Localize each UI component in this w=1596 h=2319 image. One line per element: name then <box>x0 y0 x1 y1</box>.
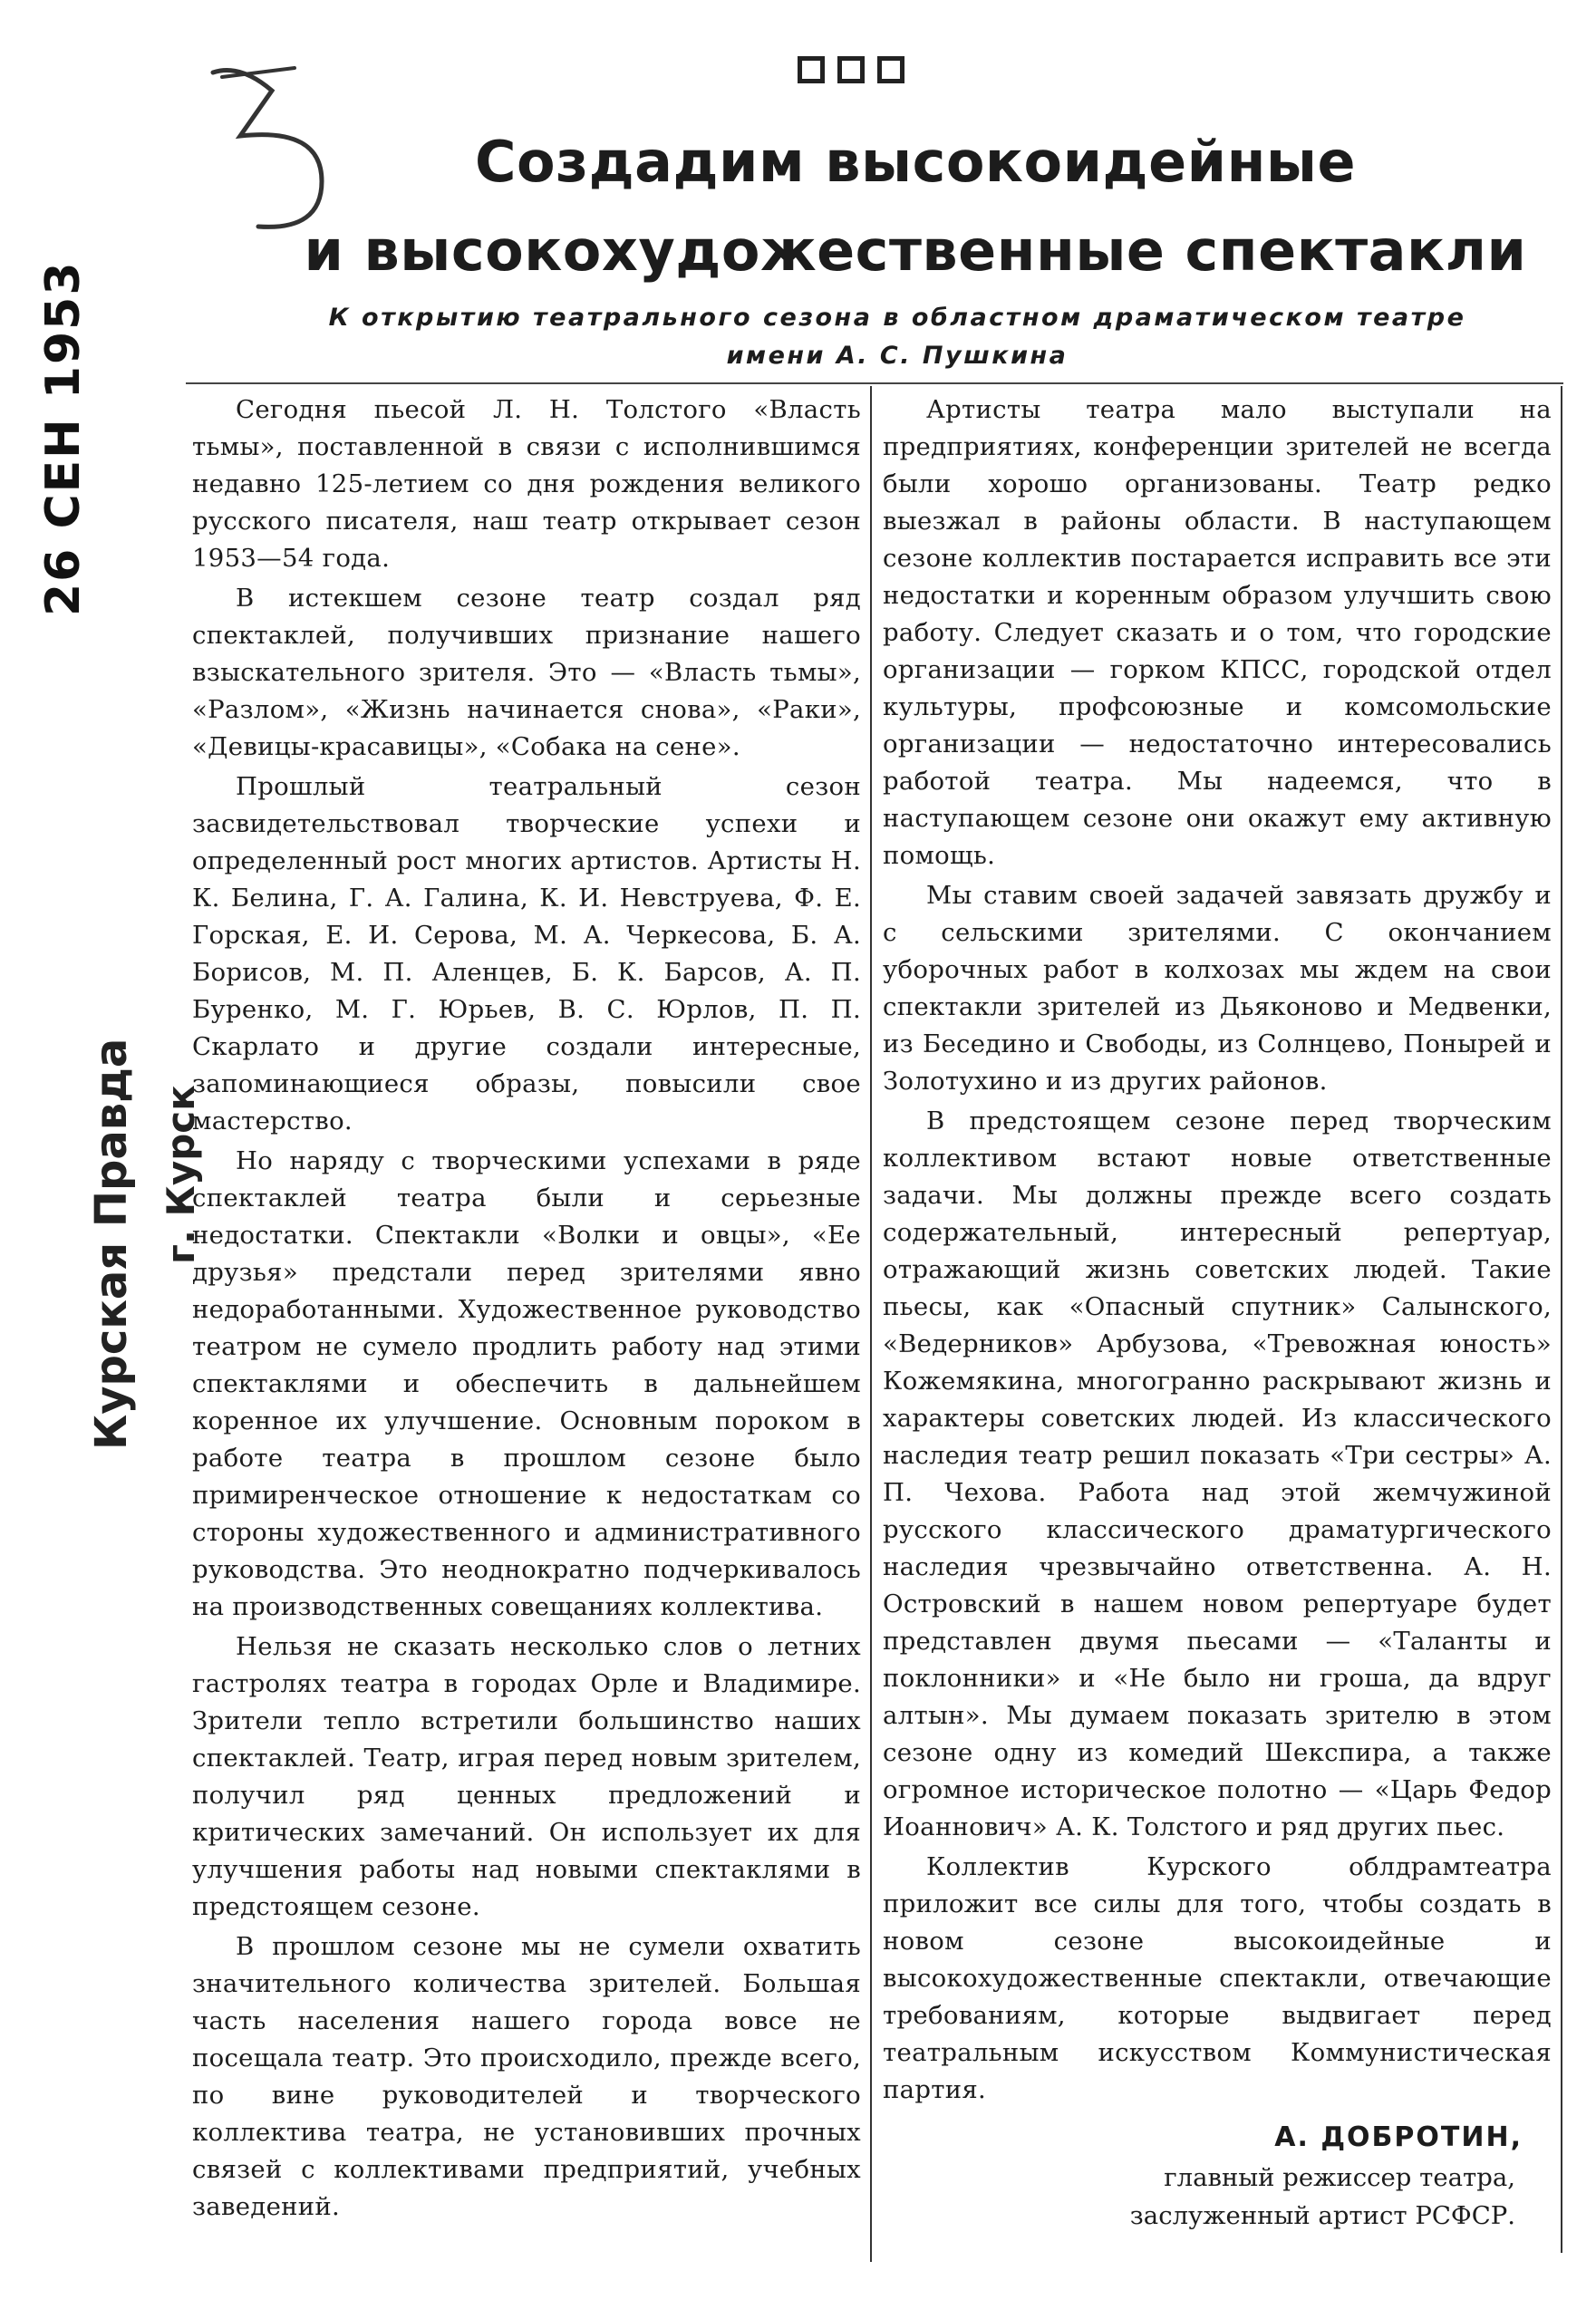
paragraph: Коллектив Курского облдрамтеатра приложит все силы для того, чтобы создать в новом сезоне высокоидейные и высокохудожественные спектакли, отвечающие требованиям, которые выдвигает перед театральным искусством Коммунистическая партия. <box>883 1852 1552 2104</box>
column-divider <box>870 386 872 2262</box>
author-title-line-2: заслуженный артист РСФСР. <box>1129 2201 1515 2230</box>
headline <box>272 118 1559 295</box>
paragraph: В прошлом сезоне мы не сумели охватить значительного количества зрителей. Большая часть населения нашего города вовсе не посещала театр. Это происходило, прежде всего, по вине руководителей и творческого коллектива театра, не установивших прочных связей с коллективами предприятий, учебных заведений. <box>192 1932 861 2221</box>
ornament-square <box>877 56 904 83</box>
date-stamp: 26 СЕН 1953 <box>36 260 91 616</box>
author-title-line-1: главный режиссер театра, <box>1164 2163 1515 2192</box>
subheadline-line-2: имени А. С. Пушкина <box>726 342 1069 370</box>
left-column <box>192 391 861 2228</box>
paragraph: Мы ставим своей задачей завязать дружбу и с сельскими зрителями. С окончанием уборочных работ в колхозах мы ждем на свои спектакли зрителей из Дьяконово и Медвенки, из Беседино и Свободы, из Солнцево, Поныpей и Золотухино и из других районов. <box>883 881 1552 1096</box>
paragraph: В истекшем сезоне театр создал ряд спектаклей, получивших признание нашего взыскательного зрителя. Это — «Власть тьмы», «Разлом», «Жизнь начинается снова», «Раки», «Девицы-красавицы», «Собака на сене». <box>192 584 861 761</box>
ornament-square <box>798 56 825 83</box>
city-stamp: г. Курск <box>159 1085 203 1264</box>
ornament-square <box>837 56 865 83</box>
author-name: А. ДОБРОТИН, <box>1274 2121 1523 2153</box>
right-column <box>883 391 1552 2111</box>
paragraph: В предстоящем сезоне перед творческим коллективом встают новые ответственные задачи. Мы должны прежде всего создать содержательный, интересный репертуар, отражающий жизнь советских людей. Такие пьесы, как «Опасный спутник» Салынского, «Ведерников» Арбузова, «Тревожная юность» Кожемякина, многогранно раскрывают жизнь и характеры советских людей. Из классического наследия театр решил показать «Три сестры» А. П. Чехова. Работа над этой жемчужиной русского классического драматургического наследия чрезвычайно ответственна. А. Н. Островский в нашем новом репертуаре будет представлен двумя пьесами — «Таланты и поклонники» и «Не было ни гроша, да вдруг алтын». Мы думаем показать зрителю в этом сезоне одну из комедий Шекспира, а также огромное историческое полотно — «Царь Федор Иоаннович» А. К. Толстого и ряд других пьес. <box>883 1106 1552 1841</box>
paragraph: Нельзя не сказать несколько слов о летних гастролях театра в городах Орле и Владимире. Зрители тепло встретили большинство наших спектаклей. Театр, играя перед новым зрителем, получил ряд ценных предложений и критических замечаний. Он использует их для улучшения работы над новыми спектаклями в предстоящем сезоне. <box>192 1632 861 1921</box>
ornament <box>798 56 904 83</box>
top-rule <box>186 382 1563 384</box>
publication-stamp: Курская Правда <box>86 1038 137 1450</box>
paragraph: Прошлый театральный сезон засвидетельствовал творческие успехи и определенный рост многих артистов. Артисты Н. К. Белина, Г. А. Галина, К. И. Невструева, Ф. Е. Горская, Е. И. Серова, М. А. Черкесова, Б. А. Борисов, М. П. Аленцев, Б. К. Барсов, А. П. Буренко, М. Г. Юрьев, В. С. Юрлов, П. П. Скарлато и другие создали интересные, запоминающиеся образы, повысили свое мастерство. <box>192 772 861 1135</box>
subheadline-line-1: К открытию театрального сезона в областном драматическом театре <box>328 304 1466 332</box>
paragraph: Но наряду с творческими успехами в ряде спектаклей театра были и серьезные недостатки. Спектакли «Волки и овцы», «Ее друзья» предстали перед зрителями явно недоработанными. Художественное руководство театром не сумело продлить работу над этими спектаклями и обеспечить в дальнейшем коренное их улучшение. Основным пороком в работе театра в прошлом сезоне было примиренческое отношение к недостаткам со стороны художественного и административного руководства. Это неоднократно подчеркивалось на производственных совещаниях коллектива. <box>192 1146 861 1621</box>
author-title <box>1015 2159 1515 2235</box>
paragraph: Артисты театра мало выступали на предприятиях, конференции зрителей не всегда были хорошо организованы. Театр редко выезжал в районы области. В наступающем сезоне коллектив постарается исправить все эти недостатки и коренным образом улучшить свою работу. Следует сказать и о том, что городские организации — горком КПСС, городской отдел культуры, профсоюзные и комсомольские организации — недостаточно интересовались работой театра. Мы надеемся, что в наступающем сезоне они окажут ему активную помощь. <box>883 395 1552 870</box>
headline-line-2: и высокохудожественные спектакли <box>304 217 1527 284</box>
headline-line-1: Создадим высокоидейные <box>474 129 1357 195</box>
subheadline <box>299 299 1495 375</box>
paragraph: Сегодня пьесой Л. Н. Толстого «Власть тьмы», поставленной в связи с исполнившимся недавно 125-летием со дня рождения великого русского писателя, наш театр открывает сезон 1953—54 года. <box>192 395 861 573</box>
right-rule <box>1561 386 1562 2253</box>
